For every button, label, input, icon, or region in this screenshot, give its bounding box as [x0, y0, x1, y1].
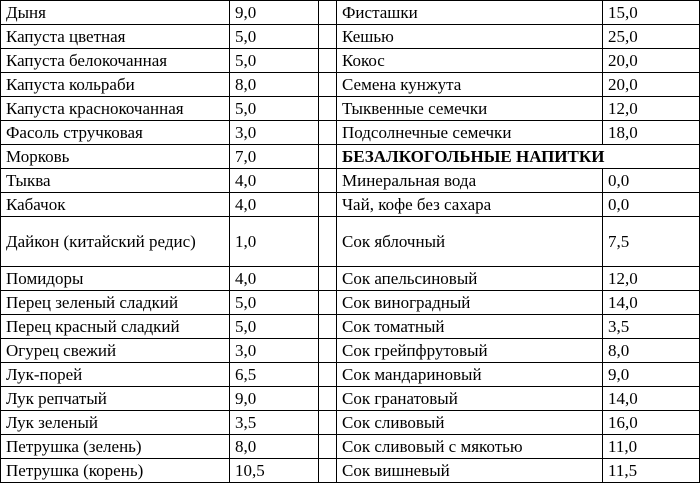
right-food-name: Сок вишневый — [337, 458, 603, 482]
right-carb-value: 12,0 — [603, 97, 700, 121]
column-gap — [319, 169, 337, 193]
right-food-name: Кокос — [337, 49, 603, 73]
left-carb-value: 9,0 — [230, 1, 319, 25]
right-carb-value: 3,5 — [603, 314, 700, 338]
table-row — [1, 362, 700, 386]
right-food-name: Фисташки — [337, 1, 603, 25]
right-carb-value: 0,0 — [603, 193, 700, 217]
left-carb-value: 1,0 — [230, 217, 319, 266]
left-food-name: Капуста цветная — [1, 25, 230, 49]
right-food-name: Семена кунжута — [337, 73, 603, 97]
column-gap — [319, 97, 337, 121]
left-carb-value: 9,0 — [230, 386, 319, 410]
left-carb-value: 5,0 — [230, 49, 319, 73]
right-food-name: Сок гранатовый — [337, 386, 603, 410]
right-carb-value: 11,5 — [603, 458, 700, 482]
right-food-name: Сок сливовый — [337, 410, 603, 434]
left-food-name: Кабачок — [1, 193, 230, 217]
table-row — [1, 25, 700, 49]
column-gap — [319, 458, 337, 482]
left-food-name: Тыква — [1, 169, 230, 193]
right-carb-value: 20,0 — [603, 73, 700, 97]
right-food-name: Сок виноградный — [337, 290, 603, 314]
table-row — [1, 434, 700, 458]
table-row — [1, 217, 700, 266]
left-food-name: Лук репчатый — [1, 386, 230, 410]
table-row — [1, 458, 700, 482]
right-carb-value: 0,0 — [603, 169, 700, 193]
right-carb-value: 11,0 — [603, 434, 700, 458]
left-carb-value: 6,5 — [230, 362, 319, 386]
left-food-name: Перец зеленый сладкий — [1, 290, 230, 314]
right-carb-value: 7,5 — [603, 217, 700, 266]
left-carb-value: 4,0 — [230, 169, 319, 193]
right-carb-value: 9,0 — [603, 362, 700, 386]
right-carb-value: 25,0 — [603, 25, 700, 49]
column-gap — [319, 362, 337, 386]
left-food-name: Фасоль стручковая — [1, 121, 230, 145]
table-row — [1, 338, 700, 362]
column-gap — [319, 25, 337, 49]
right-carb-value: 14,0 — [603, 386, 700, 410]
column-gap — [319, 266, 337, 290]
left-food-name: Дайкон (китайский редис) — [1, 217, 230, 266]
table-row — [1, 49, 700, 73]
left-carb-value: 8,0 — [230, 73, 319, 97]
right-carb-value: 16,0 — [603, 410, 700, 434]
column-gap — [319, 386, 337, 410]
right-food-name: Тыквенные семечки — [337, 97, 603, 121]
right-carb-value: 20,0 — [603, 49, 700, 73]
left-carb-value: 3,0 — [230, 121, 319, 145]
left-carb-value: 10,5 — [230, 458, 319, 482]
table-row — [1, 1, 700, 25]
left-food-name: Петрушка (корень) — [1, 458, 230, 482]
column-gap — [319, 49, 337, 73]
section-heading: БЕЗАЛКОГОЛЬНЫЕ НАПИТКИ — [337, 145, 700, 169]
right-food-name: Минеральная вода — [337, 169, 603, 193]
left-food-name: Капуста краснокочанная — [1, 97, 230, 121]
right-carb-value: 14,0 — [603, 290, 700, 314]
table-row — [1, 145, 700, 169]
left-food-name: Петрушка (зелень) — [1, 434, 230, 458]
left-carb-value: 3,0 — [230, 338, 319, 362]
left-food-name: Морковь — [1, 145, 230, 169]
table-row — [1, 290, 700, 314]
column-gap — [319, 73, 337, 97]
right-food-name: Сок томатный — [337, 314, 603, 338]
column-gap — [319, 410, 337, 434]
column-gap — [319, 434, 337, 458]
table-row — [1, 386, 700, 410]
right-food-name: Сок грейпфрутовый — [337, 338, 603, 362]
right-food-name: Кешью — [337, 25, 603, 49]
table-row — [1, 410, 700, 434]
right-food-name: Чай, кофе без сахара — [337, 193, 603, 217]
left-carb-value: 8,0 — [230, 434, 319, 458]
right-food-name: Сок сливовый с мякотью — [337, 434, 603, 458]
right-food-name: Сок мандариновый — [337, 362, 603, 386]
column-gap — [319, 314, 337, 338]
right-carb-value: 15,0 — [603, 1, 700, 25]
column-gap — [319, 193, 337, 217]
column-gap — [319, 145, 337, 169]
left-carb-value: 5,0 — [230, 97, 319, 121]
table-row — [1, 121, 700, 145]
column-gap — [319, 290, 337, 314]
table-row — [1, 97, 700, 121]
left-carb-value: 3,5 — [230, 410, 319, 434]
column-gap — [319, 338, 337, 362]
left-carb-value: 5,0 — [230, 314, 319, 338]
table-row — [1, 314, 700, 338]
right-carb-value: 8,0 — [603, 338, 700, 362]
left-carb-value: 5,0 — [230, 290, 319, 314]
column-gap — [319, 217, 337, 266]
column-gap — [319, 121, 337, 145]
right-food-name: Сок яблочный — [337, 217, 603, 266]
left-carb-value: 4,0 — [230, 193, 319, 217]
right-carb-value: 12,0 — [603, 266, 700, 290]
right-food-name: Подсолнечные семечки — [337, 121, 603, 145]
left-food-name: Лук-порей — [1, 362, 230, 386]
left-food-name: Лук зеленый — [1, 410, 230, 434]
right-carb-value: 18,0 — [603, 121, 700, 145]
left-food-name: Перец красный сладкий — [1, 314, 230, 338]
table-row — [1, 266, 700, 290]
table-row — [1, 169, 700, 193]
table-row — [1, 73, 700, 97]
left-food-name: Помидоры — [1, 266, 230, 290]
left-carb-value: 4,0 — [230, 266, 319, 290]
left-carb-value: 7,0 — [230, 145, 319, 169]
table-row — [1, 193, 700, 217]
left-food-name: Капуста кольраби — [1, 73, 230, 97]
column-gap — [319, 1, 337, 25]
left-food-name: Дыня — [1, 1, 230, 25]
left-carb-value: 5,0 — [230, 25, 319, 49]
left-food-name: Огурец свежий — [1, 338, 230, 362]
right-food-name: Сок апельсиновый — [337, 266, 603, 290]
left-food-name: Капуста белокочанная — [1, 49, 230, 73]
